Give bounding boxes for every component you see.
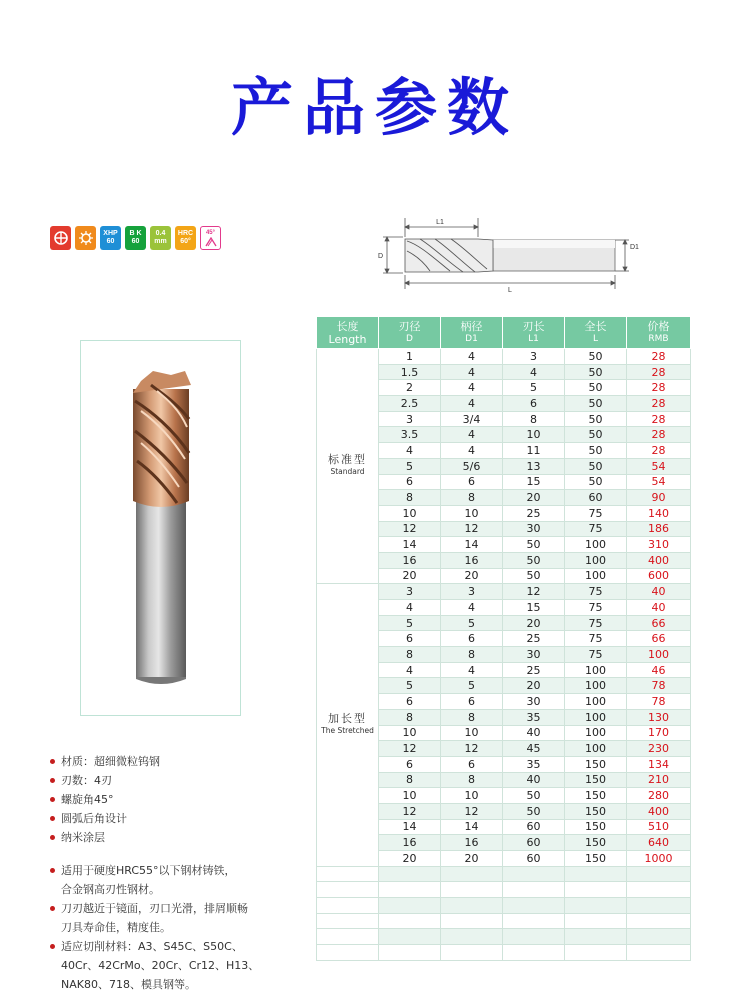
end-mill-image bbox=[81, 341, 240, 715]
spec-item: 刃数：4刃 bbox=[50, 771, 259, 790]
cell-l1: 15 bbox=[503, 474, 565, 490]
cell-l1: 35 bbox=[503, 756, 565, 772]
cell-l: 75 bbox=[565, 600, 627, 616]
cell-l: 75 bbox=[565, 615, 627, 631]
cell-d: 16 bbox=[379, 835, 441, 851]
cell-d1: 6 bbox=[441, 474, 503, 490]
cell-d1: 4 bbox=[441, 443, 503, 459]
cell-d: 8 bbox=[379, 709, 441, 725]
cell-l1: 40 bbox=[503, 772, 565, 788]
cell-d: 14 bbox=[379, 819, 441, 835]
cell-d1: 10 bbox=[441, 788, 503, 804]
cell-d1: 4 bbox=[441, 662, 503, 678]
cell-d: 8 bbox=[379, 647, 441, 663]
application-line: 40Cr、42CrMo、20Cr、Cr12、H13、 bbox=[61, 959, 260, 972]
page-title: 产品参数 bbox=[230, 71, 519, 144]
cell-l: 60 bbox=[565, 490, 627, 506]
cell-l1: 50 bbox=[503, 537, 565, 553]
cell-d: 3 bbox=[379, 411, 441, 427]
cell-l1: 30 bbox=[503, 521, 565, 537]
cell-l: 75 bbox=[565, 584, 627, 600]
cell-l: 150 bbox=[565, 788, 627, 804]
cell-d1: 4 bbox=[441, 600, 503, 616]
cell-d1: 4 bbox=[441, 396, 503, 412]
cell-d: 20 bbox=[379, 568, 441, 584]
application-line: 刀具寿命佳，精度佳。 bbox=[61, 921, 171, 934]
cell-l: 100 bbox=[565, 725, 627, 741]
cell-d: 6 bbox=[379, 631, 441, 647]
cell-d1: 12 bbox=[441, 741, 503, 757]
cell-l: 150 bbox=[565, 851, 627, 867]
product-photo bbox=[80, 340, 241, 716]
cell-price: 100 bbox=[627, 647, 691, 663]
cell-l: 150 bbox=[565, 835, 627, 851]
group-label: 加长型 The Stretched bbox=[317, 584, 379, 866]
cell-d1: 6 bbox=[441, 694, 503, 710]
cell-d1: 4 bbox=[441, 380, 503, 396]
cell-d1: 20 bbox=[441, 568, 503, 584]
cell-d: 12 bbox=[379, 803, 441, 819]
cell-l: 100 bbox=[565, 568, 627, 584]
spec-item: 纳米涂层 bbox=[50, 828, 259, 847]
cell-l: 50 bbox=[565, 443, 627, 459]
blank-row bbox=[317, 913, 691, 929]
end-mill-flute-icon bbox=[50, 226, 71, 250]
cell-d1: 20 bbox=[441, 851, 503, 867]
cell-l: 100 bbox=[565, 537, 627, 553]
cell-price: 46 bbox=[627, 662, 691, 678]
cell-d1: 3/4 bbox=[441, 411, 503, 427]
cell-d: 5 bbox=[379, 458, 441, 474]
cell-price: 40 bbox=[627, 584, 691, 600]
product-spec-table bbox=[316, 316, 691, 961]
cell-l1: 25 bbox=[503, 505, 565, 521]
cell-price: 28 bbox=[627, 411, 691, 427]
cell-l: 75 bbox=[565, 505, 627, 521]
cell-l1: 8 bbox=[503, 411, 565, 427]
dim-d1-label: D1 bbox=[630, 244, 639, 251]
cell-d: 6 bbox=[379, 694, 441, 710]
product-specs bbox=[50, 752, 259, 994]
cell-l1: 50 bbox=[503, 552, 565, 568]
cell-d: 16 bbox=[379, 552, 441, 568]
cell-l1: 60 bbox=[503, 851, 565, 867]
spec-item: 圆弧后角设计 bbox=[50, 809, 259, 828]
cell-d: 4 bbox=[379, 443, 441, 459]
cell-price: 400 bbox=[627, 552, 691, 568]
cell-l: 150 bbox=[565, 772, 627, 788]
cell-l1: 30 bbox=[503, 647, 565, 663]
cell-d1: 14 bbox=[441, 537, 503, 553]
cell-l: 50 bbox=[565, 411, 627, 427]
cell-l1: 11 bbox=[503, 443, 565, 459]
cell-price: 400 bbox=[627, 803, 691, 819]
cell-price: 140 bbox=[627, 505, 691, 521]
cell-d: 1.5 bbox=[379, 364, 441, 380]
blank-row bbox=[317, 898, 691, 914]
dim-l1-label: L1 bbox=[436, 219, 444, 226]
cell-price: 54 bbox=[627, 458, 691, 474]
cell-l1: 60 bbox=[503, 835, 565, 851]
cell-l1: 15 bbox=[503, 600, 565, 616]
cell-d: 2 bbox=[379, 380, 441, 396]
cell-l: 75 bbox=[565, 647, 627, 663]
cell-d1: 8 bbox=[441, 709, 503, 725]
cell-l1: 25 bbox=[503, 631, 565, 647]
cell-d1: 5 bbox=[441, 615, 503, 631]
col-header-d: 刃径 D bbox=[379, 317, 441, 349]
cell-price: 66 bbox=[627, 631, 691, 647]
application-line: 合金钢高刃性钢材。 bbox=[61, 883, 160, 896]
cell-d: 6 bbox=[379, 474, 441, 490]
cell-price: 130 bbox=[627, 709, 691, 725]
cell-d1: 10 bbox=[441, 725, 503, 741]
cell-price: 28 bbox=[627, 443, 691, 459]
cell-l: 100 bbox=[565, 662, 627, 678]
cell-price: 310 bbox=[627, 537, 691, 553]
col-header-l1: 刃长 L1 bbox=[503, 317, 565, 349]
cell-l: 50 bbox=[565, 364, 627, 380]
cell-l: 100 bbox=[565, 741, 627, 757]
cell-price: 510 bbox=[627, 819, 691, 835]
cell-l: 150 bbox=[565, 803, 627, 819]
cell-price: 230 bbox=[627, 741, 691, 757]
cell-l1: 5 bbox=[503, 380, 565, 396]
cell-d1: 3 bbox=[441, 584, 503, 600]
cell-price: 210 bbox=[627, 772, 691, 788]
cell-l: 100 bbox=[565, 709, 627, 725]
table-row bbox=[317, 349, 691, 365]
cell-l1: 25 bbox=[503, 662, 565, 678]
cell-l: 50 bbox=[565, 396, 627, 412]
cell-d: 14 bbox=[379, 537, 441, 553]
cell-price: 28 bbox=[627, 396, 691, 412]
cell-d: 12 bbox=[379, 521, 441, 537]
cell-d1: 4 bbox=[441, 349, 503, 365]
col-header-d1: 柄径 D1 bbox=[441, 317, 503, 349]
cell-l1: 10 bbox=[503, 427, 565, 443]
blank-row bbox=[317, 945, 691, 961]
radius-badge-icon: 0.4 mm bbox=[150, 226, 171, 250]
tool-dimension-diagram bbox=[375, 215, 645, 295]
cell-d: 3 bbox=[379, 584, 441, 600]
cell-d1: 6 bbox=[441, 631, 503, 647]
cell-d1: 8 bbox=[441, 772, 503, 788]
cell-l: 50 bbox=[565, 380, 627, 396]
cell-l1: 50 bbox=[503, 788, 565, 804]
cell-price: 600 bbox=[627, 568, 691, 584]
application-line: 刀刃越近于镜面，刃口光滑，排屑顺畅 bbox=[50, 899, 259, 918]
cell-d: 10 bbox=[379, 505, 441, 521]
cell-l: 75 bbox=[565, 631, 627, 647]
col-header-length: 长度 Length bbox=[317, 317, 379, 349]
cell-d1: 16 bbox=[441, 552, 503, 568]
cell-l1: 50 bbox=[503, 803, 565, 819]
application-line: 适应切削材料：A3、S45C、S50C、 bbox=[50, 937, 259, 956]
bk-badge-icon: B K 60 bbox=[125, 226, 146, 250]
cell-l: 100 bbox=[565, 694, 627, 710]
cell-price: 134 bbox=[627, 756, 691, 772]
cell-price: 78 bbox=[627, 678, 691, 694]
cell-d1: 6 bbox=[441, 756, 503, 772]
hrc-badge-icon: HRC 60° bbox=[175, 226, 196, 250]
cell-d1: 10 bbox=[441, 505, 503, 521]
cell-price: 170 bbox=[627, 725, 691, 741]
cell-l: 50 bbox=[565, 458, 627, 474]
cell-d1: 5/6 bbox=[441, 458, 503, 474]
helix-angle-icon: 45° bbox=[200, 226, 221, 250]
cell-l: 150 bbox=[565, 756, 627, 772]
cell-l1: 30 bbox=[503, 694, 565, 710]
cell-l1: 6 bbox=[503, 396, 565, 412]
cell-l1: 4 bbox=[503, 364, 565, 380]
table-header-row bbox=[317, 317, 691, 349]
cell-d: 8 bbox=[379, 490, 441, 506]
cell-d1: 8 bbox=[441, 647, 503, 663]
cell-price: 28 bbox=[627, 427, 691, 443]
cell-price: 28 bbox=[627, 380, 691, 396]
cell-d1: 4 bbox=[441, 427, 503, 443]
cell-price: 78 bbox=[627, 694, 691, 710]
cell-d1: 16 bbox=[441, 835, 503, 851]
cell-d1: 5 bbox=[441, 678, 503, 694]
cell-l1: 12 bbox=[503, 584, 565, 600]
feature-icons bbox=[50, 226, 221, 250]
cell-l1: 20 bbox=[503, 490, 565, 506]
cell-l1: 60 bbox=[503, 819, 565, 835]
blank-row bbox=[317, 929, 691, 945]
gear-cut-icon bbox=[75, 226, 96, 250]
cell-d: 3.5 bbox=[379, 427, 441, 443]
cell-l: 50 bbox=[565, 427, 627, 443]
application-line: NAK80、718、模具钢等。 bbox=[61, 978, 196, 991]
cell-d: 4 bbox=[379, 662, 441, 678]
col-header-price: 价格 RMB bbox=[627, 317, 691, 349]
cell-d1: 12 bbox=[441, 803, 503, 819]
cell-d: 20 bbox=[379, 851, 441, 867]
cell-l1: 40 bbox=[503, 725, 565, 741]
group-label: 标准型 Standard bbox=[317, 349, 379, 584]
cell-d: 12 bbox=[379, 741, 441, 757]
cell-price: 28 bbox=[627, 349, 691, 365]
application-line: 适用于硬度HRC55°以下钢材铸铁， bbox=[50, 861, 259, 880]
col-header-l: 全长 L bbox=[565, 317, 627, 349]
cell-l1: 20 bbox=[503, 678, 565, 694]
cell-price: 186 bbox=[627, 521, 691, 537]
cell-price: 280 bbox=[627, 788, 691, 804]
blank-row bbox=[317, 866, 691, 882]
cell-l1: 13 bbox=[503, 458, 565, 474]
cell-d: 8 bbox=[379, 772, 441, 788]
cell-l1: 45 bbox=[503, 741, 565, 757]
cell-l: 50 bbox=[565, 474, 627, 490]
blank-row bbox=[317, 882, 691, 898]
spec-item: 螺旋角45° bbox=[50, 790, 259, 809]
cell-d: 5 bbox=[379, 615, 441, 631]
cell-l: 75 bbox=[565, 521, 627, 537]
cell-d: 10 bbox=[379, 725, 441, 741]
cell-l1: 20 bbox=[503, 615, 565, 631]
cell-l: 100 bbox=[565, 678, 627, 694]
cell-price: 640 bbox=[627, 835, 691, 851]
cell-l1: 50 bbox=[503, 568, 565, 584]
cell-d1: 12 bbox=[441, 521, 503, 537]
cell-d: 2.5 bbox=[379, 396, 441, 412]
cell-price: 90 bbox=[627, 490, 691, 506]
cell-price: 54 bbox=[627, 474, 691, 490]
cell-price: 40 bbox=[627, 600, 691, 616]
dim-d-label: D bbox=[378, 253, 384, 260]
cell-d: 1 bbox=[379, 349, 441, 365]
table-row bbox=[317, 584, 691, 600]
cell-d1: 8 bbox=[441, 490, 503, 506]
cell-l: 150 bbox=[565, 819, 627, 835]
xhp-badge-icon: XHP 60 bbox=[100, 226, 121, 250]
cell-d1: 14 bbox=[441, 819, 503, 835]
spec-item: 材质：超细微粒钨钢 bbox=[50, 752, 259, 771]
cell-price: 28 bbox=[627, 364, 691, 380]
cell-l1: 3 bbox=[503, 349, 565, 365]
cell-d: 6 bbox=[379, 756, 441, 772]
dim-l-label: L bbox=[508, 287, 512, 294]
cell-d: 10 bbox=[379, 788, 441, 804]
cell-l1: 35 bbox=[503, 709, 565, 725]
cell-price: 66 bbox=[627, 615, 691, 631]
cell-l: 50 bbox=[565, 349, 627, 365]
cell-d: 4 bbox=[379, 600, 441, 616]
cell-d: 5 bbox=[379, 678, 441, 694]
cell-d1: 4 bbox=[441, 364, 503, 380]
cell-l: 100 bbox=[565, 552, 627, 568]
cell-price: 1000 bbox=[627, 851, 691, 867]
